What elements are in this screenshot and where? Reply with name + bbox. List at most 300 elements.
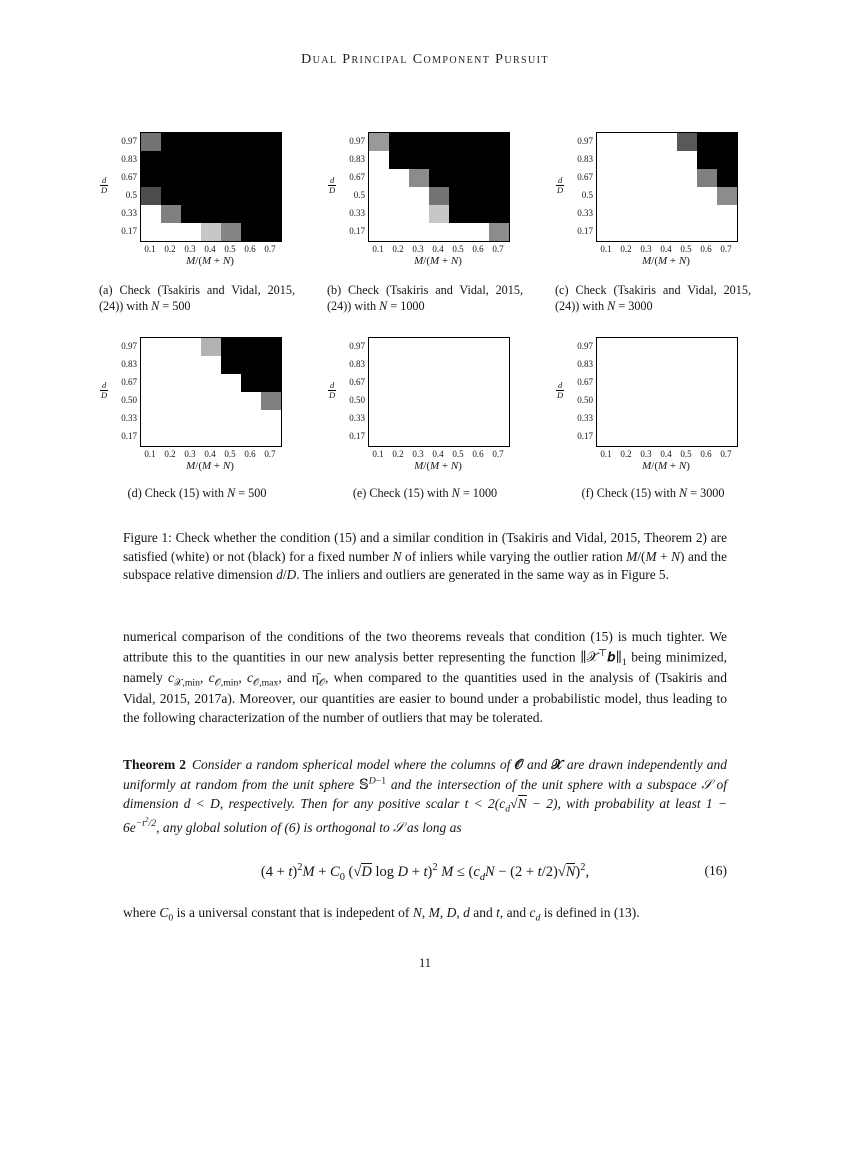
- x-tick-label: 0.2: [164, 244, 176, 254]
- heatmap-cell: [489, 187, 509, 205]
- x-tick-label: 0.1: [600, 448, 612, 459]
- heatmap-cell: [409, 169, 429, 187]
- heatmap-cell: [161, 338, 181, 356]
- plot-area: [327, 132, 523, 242]
- heatmap-cell: [637, 205, 657, 223]
- heatmap-cell: [241, 410, 261, 428]
- heatmap-cell: [221, 187, 241, 205]
- heatmap-cell: [597, 428, 617, 446]
- heatmap-cell: [241, 392, 261, 410]
- heatmap-cell: [201, 356, 221, 374]
- x-tick-label: 0.7: [492, 448, 504, 459]
- heatmap-row: [369, 356, 509, 374]
- heatmap-cell: [409, 223, 429, 241]
- heatmap-cell: [261, 205, 281, 223]
- x-axis-ticks: [596, 244, 738, 254]
- heatmap-cell: [201, 205, 221, 223]
- y-axis-label-denominator: D: [101, 390, 108, 401]
- heatmap-cell: [617, 223, 637, 241]
- heatmap-cell: [717, 205, 737, 223]
- heatmap-cell: [657, 410, 677, 428]
- heatmap-cell: [637, 428, 657, 446]
- heatmap-cell: [697, 187, 717, 205]
- heatmap-cell: [717, 223, 737, 241]
- theorem-label: Theorem 2: [123, 756, 187, 772]
- heatmap-cell: [697, 151, 717, 169]
- heatmap-cell: [369, 169, 389, 187]
- heatmap-cell: [369, 428, 389, 446]
- heatmap-cell: [409, 410, 429, 428]
- y-tick-label: 0.83: [349, 358, 365, 369]
- heatmap-cell: [489, 374, 509, 392]
- x-tick-label: 0.5: [680, 448, 692, 459]
- x-tick-label: 0.4: [660, 244, 672, 254]
- heatmap-row: [141, 410, 281, 428]
- heatmap-cell: [261, 374, 281, 392]
- heatmap-cell: [489, 356, 509, 374]
- subfigure-a: [99, 132, 295, 315]
- x-tick-label: 0.2: [392, 244, 404, 254]
- heatmap-cell: [597, 205, 617, 223]
- heatmap-cell: [617, 338, 637, 356]
- heatmap-cell: [261, 223, 281, 241]
- subfigure-caption: (a) Check (Tsakiris and Vidal, 2015, (24)) with N = 500: [99, 283, 295, 314]
- heatmap-cell: [429, 428, 449, 446]
- heatmap-cell: [469, 392, 489, 410]
- heatmap-cell: [637, 133, 657, 151]
- x-tick-label: 0.1: [372, 448, 384, 459]
- heatmap-cell: [429, 187, 449, 205]
- heatmap-cell: [617, 151, 637, 169]
- heatmap-cell: [657, 223, 677, 241]
- heatmap-cell: [449, 133, 469, 151]
- x-tick-label: 0.3: [640, 244, 652, 254]
- heatmap-cell: [241, 187, 261, 205]
- heatmap-cell: [261, 356, 281, 374]
- heatmap-cell: [717, 410, 737, 428]
- y-tick-label: 0.33: [349, 412, 365, 423]
- x-tick-label: 0.5: [452, 448, 464, 459]
- heatmap-cell: [657, 428, 677, 446]
- heatmap-cell: [241, 374, 261, 392]
- heatmap-cell: [221, 151, 241, 169]
- heatmap-cell: [469, 374, 489, 392]
- y-tick-label: 0.97: [349, 136, 365, 146]
- heatmap-cell: [637, 374, 657, 392]
- heatmap-cell: [697, 356, 717, 374]
- heatmap-cell: [201, 410, 221, 428]
- heatmap-cell: [469, 223, 489, 241]
- x-tick-label: 0.4: [204, 244, 216, 254]
- heatmap-cell: [597, 374, 617, 392]
- heatmap-cell: [617, 169, 637, 187]
- x-tick-label: 0.6: [472, 448, 484, 459]
- heatmap-row: [369, 169, 509, 187]
- heatmap-row: [369, 133, 509, 151]
- footer-paragraph: where $C_0$ is a universal constant that is indepedent of N, M, D, d and t, and $c_d$ is defined in (13).: [123, 905, 640, 925]
- heatmap-cell: [181, 428, 201, 446]
- x-tick-label: 0.1: [372, 244, 384, 254]
- y-axis: [327, 132, 368, 242]
- heatmap-row: [597, 410, 737, 428]
- heatmap-cell: [489, 223, 509, 241]
- heatmap-cell: [409, 428, 429, 446]
- heatmap-cell: [261, 410, 281, 428]
- heatmap-cell: [161, 392, 181, 410]
- heatmap-cell: [657, 169, 677, 187]
- heatmap-row: [597, 223, 737, 241]
- heatmap-cell: [221, 205, 241, 223]
- y-axis-label-d-over-D: [328, 381, 336, 401]
- equation-tag: (16): [704, 862, 727, 878]
- heatmap-cell: [489, 410, 509, 428]
- x-tick-label: 0.4: [432, 244, 444, 254]
- heatmap-cell: [617, 428, 637, 446]
- heatmap-cell: [717, 338, 737, 356]
- plot-area: [555, 337, 751, 447]
- heatmap-row: [369, 374, 509, 392]
- heatmap-cell: [389, 133, 409, 151]
- y-tick-label: 0.67: [121, 376, 137, 387]
- y-axis-label-denominator: D: [329, 185, 336, 196]
- x-tick-label: 0.4: [660, 448, 672, 459]
- y-axis-label-numerator: d: [330, 379, 335, 390]
- plot-area: [99, 337, 295, 447]
- heatmap-cell: [449, 428, 469, 446]
- heatmap-cell: [429, 223, 449, 241]
- y-axis: [555, 337, 596, 447]
- x-tick-label: 0.2: [164, 448, 176, 459]
- heatmap-row: [597, 428, 737, 446]
- heatmap-cell: [617, 133, 637, 151]
- heatmap-cell: [597, 356, 617, 374]
- heatmap-cell: [657, 187, 677, 205]
- heatmap-cell: [389, 374, 409, 392]
- y-axis-label-numerator: d: [330, 174, 335, 185]
- heatmap-cell: [221, 356, 241, 374]
- heatmap-grid: [596, 132, 738, 242]
- body-paragraph: numerical comparison of the conditions of the two theorems reveals that condition (15) is much tighter. We attribute this to the quantities in our new analysis better representing the function $\parallel 𝒳̃^⊤𝒃\parallel_1$ being minimized, namely $c_{𝒳,min}$, $c_{𝒪,min}$, $c_{𝒪,max}$, and $\etā_𝒪$, when compared to the quantities used in the analysis of (Tsakiris and Vidal, 2015, 2017a). Moreover, our quantities are easier to bound under a probabilistic model, thus leading to the following characterization of the number of outliers that may be tolerated.: [123, 629, 727, 725]
- x-axis-ticks: [140, 449, 282, 459]
- heatmap-cell: [181, 223, 201, 241]
- heatmap-cell: [617, 356, 637, 374]
- heatmap-row: [141, 133, 281, 151]
- heatmap-cell: [161, 410, 181, 428]
- subfigure-caption: (e) Check (15) with N = 1000: [352, 485, 498, 500]
- heatmap-cell: [449, 169, 469, 187]
- heatmap-cell: [677, 169, 697, 187]
- heatmap-cell: [181, 151, 201, 169]
- heatmap-cell: [221, 338, 241, 356]
- paper-page: [0, 52, 850, 971]
- heatmap-row: [369, 151, 509, 169]
- heatmap-cell: [369, 374, 389, 392]
- x-tick-label: 0.5: [224, 244, 236, 254]
- heatmap-row: [141, 338, 281, 356]
- heatmap-cell: [241, 151, 261, 169]
- heatmap-cell: [181, 205, 201, 223]
- heatmap-cell: [697, 169, 717, 187]
- x-tick-label: 0.1: [144, 244, 156, 254]
- heatmap-cell: [369, 151, 389, 169]
- heatmap-cell: [161, 187, 181, 205]
- heatmap-cell: [389, 428, 409, 446]
- heatmap-cell: [429, 169, 449, 187]
- heatmap-cell: [677, 338, 697, 356]
- y-tick-label: 0.67: [577, 172, 593, 182]
- heatmap-cell: [449, 338, 469, 356]
- heatmap-cell: [141, 151, 161, 169]
- x-tick-label: 0.6: [472, 244, 484, 254]
- heatmap-cell: [141, 428, 161, 446]
- heatmap-cell: [141, 133, 161, 151]
- heatmap-cell: [201, 169, 221, 187]
- x-tick-label: 0.6: [700, 244, 712, 254]
- y-tick-label: 0.97: [121, 136, 137, 146]
- heatmap-cell: [241, 356, 261, 374]
- x-tick-label: 0.3: [184, 448, 196, 459]
- heatmap-cell: [717, 169, 737, 187]
- y-tick-label: 0.17: [121, 226, 137, 236]
- y-tick-label: 0.17: [577, 226, 593, 236]
- heatmap-cell: [201, 374, 221, 392]
- heatmap-cell: [657, 338, 677, 356]
- heatmap-cell: [597, 187, 617, 205]
- running-title: Dual Principal Component Pursuit: [301, 52, 549, 67]
- y-tick-label: 0.83: [577, 358, 593, 369]
- heatmap-row: [141, 223, 281, 241]
- heatmap-cell: [717, 151, 737, 169]
- heatmap-cell: [181, 169, 201, 187]
- x-tick-label: 0.7: [720, 448, 732, 459]
- heatmap-cell: [141, 338, 161, 356]
- y-tick-label: 0.97: [577, 136, 593, 146]
- y-axis-label-d-over-D: [328, 176, 336, 196]
- y-tick-label: 0.83: [121, 358, 137, 369]
- heatmap-cell: [161, 205, 181, 223]
- y-axis-label-numerator: d: [558, 174, 563, 185]
- heatmap-cell: [181, 187, 201, 205]
- heatmap-cell: [181, 392, 201, 410]
- heatmap-cell: [469, 133, 489, 151]
- x-tick-label: 0.1: [600, 244, 612, 254]
- heatmap-cell: [677, 133, 697, 151]
- heatmap-cell: [617, 187, 637, 205]
- heatmap-cell: [469, 410, 489, 428]
- heatmap-cell: [657, 151, 677, 169]
- heatmap-cell: [181, 374, 201, 392]
- heatmap-cell: [389, 392, 409, 410]
- y-axis-label-denominator: D: [557, 185, 564, 196]
- heatmap-row: [597, 169, 737, 187]
- heatmap-cell: [637, 223, 657, 241]
- heatmap-cell: [449, 205, 469, 223]
- heatmap-cell: [597, 133, 617, 151]
- x-tick-label: 0.2: [620, 448, 632, 459]
- heatmap-cell: [697, 392, 717, 410]
- x-axis-label: M/(M + N): [414, 459, 462, 472]
- heatmap-cell: [469, 356, 489, 374]
- heatmap-cell: [489, 133, 509, 151]
- heatmap-cell: [141, 392, 161, 410]
- x-axis-ticks: [140, 244, 282, 254]
- equation-16: [123, 862, 727, 883]
- heatmap-cell: [389, 223, 409, 241]
- heatmap-cell: [469, 338, 489, 356]
- heatmap-cell: [389, 151, 409, 169]
- x-axis-label: M/(M + N): [642, 255, 690, 267]
- heatmap-cell: [469, 151, 489, 169]
- y-tick-label: 0.17: [349, 430, 365, 441]
- heatmap-cell: [617, 205, 637, 223]
- heatmap-cell: [241, 428, 261, 446]
- heatmap-cell: [597, 169, 617, 187]
- subfigure-caption: (d) Check (15) with N = 500: [127, 485, 267, 500]
- heatmap-cell: [637, 410, 657, 428]
- heatmap-cell: [141, 356, 161, 374]
- equation-content: $(4 + t)^2M + C_0$ (√D log D + t)$^2$ $M \le (c_dN - (2 + t/2)√N)^2$,: [260, 861, 590, 883]
- heatmap-cell: [241, 338, 261, 356]
- heatmap-cell: [657, 392, 677, 410]
- y-tick-label: 0.97: [349, 340, 365, 351]
- x-tick-label: 0.3: [640, 448, 652, 459]
- x-axis-label: M/(M + N): [642, 459, 690, 472]
- heatmap-cell: [697, 133, 717, 151]
- y-tick-label: 0.50: [121, 394, 137, 405]
- heatmap-cell: [409, 187, 429, 205]
- heatmap-cell: [489, 338, 509, 356]
- y-tick-label: 0.33: [121, 208, 137, 218]
- x-tick-label: 0.5: [452, 244, 464, 254]
- heatmap-row: [141, 205, 281, 223]
- x-tick-label: 0.1: [144, 448, 156, 459]
- y-tick-label: 0.97: [577, 340, 593, 351]
- heatmap-cell: [429, 205, 449, 223]
- heatmap-cell: [201, 133, 221, 151]
- y-tick-label: 0.5: [353, 190, 365, 200]
- heatmap-cell: [617, 410, 637, 428]
- y-tick-label: 0.67: [349, 376, 365, 387]
- heatmap-cell: [221, 169, 241, 187]
- heatmap-cell: [717, 133, 737, 151]
- heatmap-cell: [677, 392, 697, 410]
- heatmap-cell: [597, 151, 617, 169]
- heatmap-cell: [637, 392, 657, 410]
- heatmap-row: [597, 187, 737, 205]
- heatmap-cell: [181, 410, 201, 428]
- subfigure-caption: (c) Check (Tsakiris and Vidal, 2015, (24)) with N = 3000: [555, 283, 751, 314]
- plot-area: [555, 132, 751, 242]
- y-tick-label: 0.33: [121, 412, 137, 423]
- heatmap-cell: [637, 187, 657, 205]
- y-tick-label: 0.67: [121, 172, 137, 182]
- heatmap-row: [369, 428, 509, 446]
- y-axis-label-numerator: d: [102, 174, 107, 185]
- heatmap-cell: [409, 356, 429, 374]
- subfigure-f: [555, 337, 751, 501]
- heatmap-cell: [677, 410, 697, 428]
- heatmap-cell: [469, 428, 489, 446]
- heatmap-row: [369, 392, 509, 410]
- heatmap-grid: [596, 337, 738, 447]
- y-axis-label-numerator: d: [102, 379, 107, 390]
- y-tick-label: 0.50: [349, 394, 365, 405]
- heatmap-row: [369, 223, 509, 241]
- heatmap-cell: [389, 205, 409, 223]
- heatmap-cell: [369, 392, 389, 410]
- heatmap-cell: [241, 223, 261, 241]
- heatmap-row: [597, 356, 737, 374]
- y-axis: [327, 337, 368, 447]
- heatmap-cell: [369, 205, 389, 223]
- heatmap-cell: [409, 338, 429, 356]
- heatmap-cell: [389, 410, 409, 428]
- heatmap-cell: [181, 338, 201, 356]
- x-axis-ticks: [596, 449, 738, 459]
- heatmap-row: [369, 338, 509, 356]
- heatmap-cell: [201, 338, 221, 356]
- heatmap-cell: [597, 392, 617, 410]
- heatmap-cell: [141, 187, 161, 205]
- heatmap-cell: [181, 133, 201, 151]
- heatmap-cell: [489, 205, 509, 223]
- heatmap-cell: [161, 133, 181, 151]
- heatmap-cell: [369, 133, 389, 151]
- heatmap-cell: [221, 223, 241, 241]
- y-tick-label: 0.67: [577, 376, 593, 387]
- heatmap-cell: [369, 223, 389, 241]
- heatmap-cell: [201, 187, 221, 205]
- heatmap-row: [141, 187, 281, 205]
- heatmap-cell: [449, 392, 469, 410]
- heatmap-cell: [717, 428, 737, 446]
- y-tick-label: 0.5: [581, 190, 593, 200]
- heatmap-cell: [141, 205, 161, 223]
- heatmap-cell: [241, 133, 261, 151]
- y-tick-label: 0.17: [121, 430, 137, 441]
- y-tick-label: 0.17: [577, 430, 593, 441]
- heatmap-cell: [409, 205, 429, 223]
- heatmap-cell: [697, 338, 717, 356]
- heatmap-cell: [657, 356, 677, 374]
- heatmap-cell: [409, 133, 429, 151]
- y-tick-label: 0.17: [349, 226, 365, 236]
- theorem-2: [123, 756, 727, 838]
- subfigure-d: [99, 337, 295, 501]
- heatmap-cell: [489, 392, 509, 410]
- subfigure-b: [327, 132, 523, 315]
- heatmap-cell: [181, 356, 201, 374]
- heatmap-cell: [717, 392, 737, 410]
- heatmap-row: [597, 151, 737, 169]
- heatmap-cell: [429, 356, 449, 374]
- heatmap-cell: [697, 428, 717, 446]
- y-tick-label: 0.33: [577, 208, 593, 218]
- x-tick-label: 0.4: [204, 448, 216, 459]
- heatmap-cell: [429, 338, 449, 356]
- y-axis-label-d-over-D: [100, 176, 108, 196]
- heatmap-cell: [409, 151, 429, 169]
- heatmap-cell: [369, 410, 389, 428]
- heatmap-cell: [221, 410, 241, 428]
- heatmap-cell: [161, 169, 181, 187]
- x-tick-label: 0.7: [264, 244, 276, 254]
- subfigure-c: [555, 132, 751, 315]
- heatmap-cell: [369, 338, 389, 356]
- heatmap-row: [141, 392, 281, 410]
- heatmap-cell: [369, 356, 389, 374]
- y-axis: [99, 337, 140, 447]
